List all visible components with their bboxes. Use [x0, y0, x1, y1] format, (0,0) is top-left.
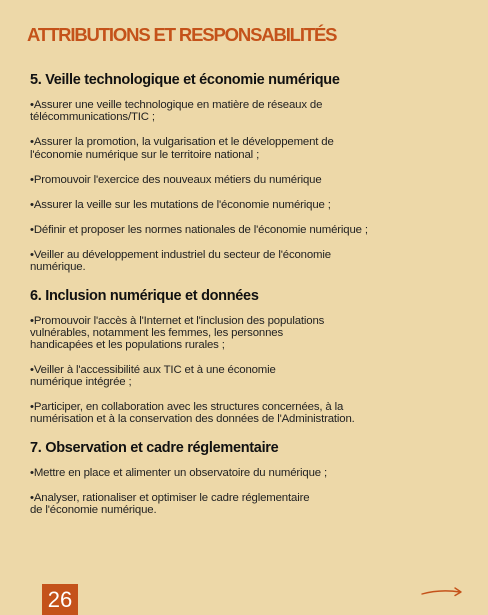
section-heading: 7. Observation et cadre réglementaire — [30, 439, 279, 456]
list-item: •Promouvoir l'exercice des nouveaux métiers du numérique — [30, 173, 322, 186]
section-heading: 5. Veille technologique et économie numérique — [30, 72, 340, 88]
list-item: •Promouvoir l'accès à l'Internet et l'inclusion des populations vulnérables, notamment les femmes, les personnes handicapées et les populations rurales ; — [30, 314, 325, 352]
section-heading: 6. Inclusion numérique et données — [30, 287, 259, 304]
list-item: •Analyser, rationaliser et optimiser le cadre réglementaire de l'économie numérique. — [30, 491, 310, 516]
list-item: •Veiller au développement industriel du secteur de l'économie numérique. — [30, 249, 331, 274]
page-title: ATTRIBUTIONS ET RESPONSABILITÉS — [27, 24, 337, 45]
list-item: •Mettre en place et alimenter un observatoire du numérique ; — [30, 466, 328, 479]
section-observation-cadre — [30, 440, 462, 516]
list-item: •Assurer une veille technologique en matière de réseaux de télécommunications/TIC ; — [30, 99, 323, 124]
arrow-right-icon[interactable] — [420, 583, 464, 599]
list-item: •Assurer la promotion, la vulgarisation et le développement de l'économie numérique sur le territoire national ; — [30, 136, 334, 161]
list-item: •Participer, en collaboration avec les structures concernées, à la numérisation et à la conservation des données de l'Administration. — [30, 401, 355, 426]
list-item: •Définir et proposer les normes nationales de l'économie numérique ; — [30, 223, 368, 236]
list-item: •Veiller à l'accessibilité aux TIC et à une économie numérique intégrée ; — [30, 364, 276, 389]
section-inclusion-numerique — [30, 288, 462, 426]
page-number: 26 — [42, 584, 78, 615]
document-body — [30, 72, 462, 530]
list-item: •Assurer la veille sur les mutations de l'économie numérique ; — [30, 198, 331, 211]
section-veille-technologique — [30, 72, 462, 274]
